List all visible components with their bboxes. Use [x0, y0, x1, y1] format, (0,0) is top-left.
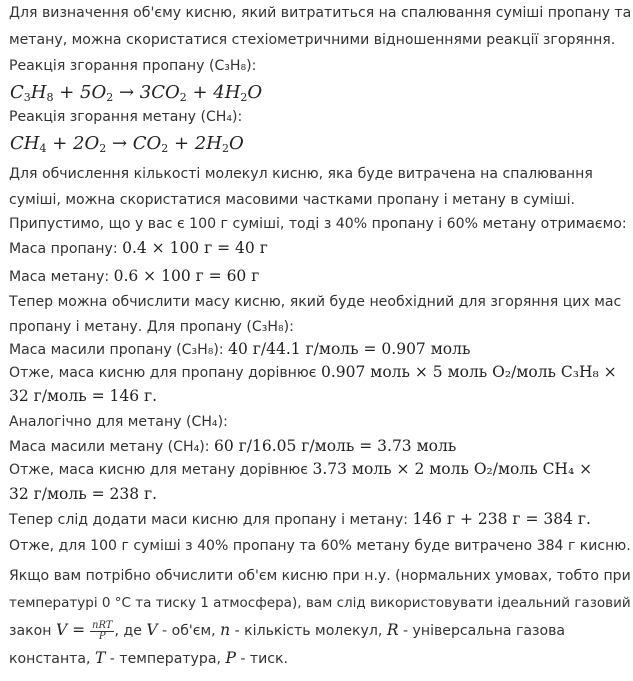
methane-heading: Реакція згорання метану (CH₄): [9, 109, 243, 125]
next-step-line-1: Тепер можна обчислити масу кисню, який буде необхідний для згоряння цих мас [9, 294, 622, 310]
mass-propane-line: Маса пропану: 0.4 × 100 г = 40 г [9, 239, 268, 257]
propane-heading: Реакція згорання пропану (C₃H₈): [9, 58, 257, 74]
gas-law-line-3: закон V = $\frac{\text{nRT}}{P}$ , де V - об'єм, n - кількість молекул, R - універсальна газова [9, 619, 566, 642]
moles-propane-expression: 40 г/44.1 г/моль = 0.907 моль [228, 340, 471, 358]
methane-similar-line: Аналогічно для метану (CH₄): [9, 414, 228, 430]
method-line-2: суміші, можна скористатися масовими частками пропану і метану в суміші. [9, 192, 576, 208]
conclusion-line: Отже, для 100 г суміші з 40% пропану та 60% метану буде витрачено 384 г кисню. [9, 538, 631, 554]
oxygen-methane-expression: 3.73 моль × 2 моль O₂/моль CH₄ × [312, 460, 593, 478]
moles-propane-line: Маса масили пропану (C₃H₈): 40 г/44.1 г/моль = 0.907 моль [9, 340, 471, 358]
assumption-line: Припустимо, що у вас є 100 г суміші, тоді з 40% пропану і 60% метану отримаємо: [9, 216, 627, 232]
oxygen-methane-result: 32 г/моль = 238 г. [9, 485, 158, 503]
propane-equation: $C_3H_8 + 5O_2 \to 3CO_2 + 4H_2O$ [10, 82, 263, 104]
oxygen-propane-expression: 0.907 моль × 5 моль O₂/моль C₃H₈ × [320, 363, 617, 381]
method-line-1: Для обчислення кількості молекул кисню, яка буде витрачена на спалювання [9, 166, 593, 182]
moles-methane-expression: 60 г/16.05 г/моль = 3.73 моль [214, 437, 457, 455]
moles-methane-line: Маса масили метану (CH₄): 60 г/16.05 г/моль = 3.73 моль [9, 437, 457, 455]
oxygen-propane-result: 32 г/моль = 146 г. [9, 387, 158, 405]
ideal-gas-fraction: $\frac{\text{nRT}}{P}$ [92, 619, 113, 642]
sum-expression: 146 г + 238 г = 384 г. [412, 510, 591, 528]
sum-line: Тепер слід додати маси кисню для пропану і метану: 146 г + 238 г = 384 г. [9, 510, 591, 528]
oxygen-propane-line: Отже, маса кисню для пропану дорівнює 0.907 моль × 5 моль O₂/моль C₃H₈ × [9, 363, 617, 381]
oxygen-methane-line: Отже, маса кисню для метану дорівнює 3.73 моль × 2 моль O₂/моль CH₄ × [9, 460, 593, 478]
gas-law-line-2: температурі 0 °C та тиску 1 атмосфера), вам слід використовувати ідеальний газовий [9, 595, 631, 611]
mass-methane-line: Маса метану: 0.6 × 100 г = 60 г [9, 267, 260, 285]
methane-equation: $CH_4 + 2O_2 \to CO_2 + 2H_2O$ [10, 133, 244, 155]
intro-line-1: Для визначення об'єму кисню, який витратиться на спалювання суміші пропану та [9, 5, 632, 21]
intro-line-2: метану, можна скористатися стехіометричними відношеннями реакції згоряння. [9, 32, 616, 48]
mass-methane-expression: 0.6 × 100 г = 60 г [113, 267, 260, 285]
gas-law-line-4: константа, T - температура, P - тиск. [9, 649, 289, 667]
mass-propane-expression: 0.4 × 100 г = 40 г [122, 239, 268, 257]
gas-law-line-1: Якщо вам потрібно обчислити об'єм кисню при н.у. (нормальних умовах, тобто при [9, 568, 631, 584]
next-step-line-2: пропану і метану. Для пропану (C₃H₈): [9, 319, 294, 335]
